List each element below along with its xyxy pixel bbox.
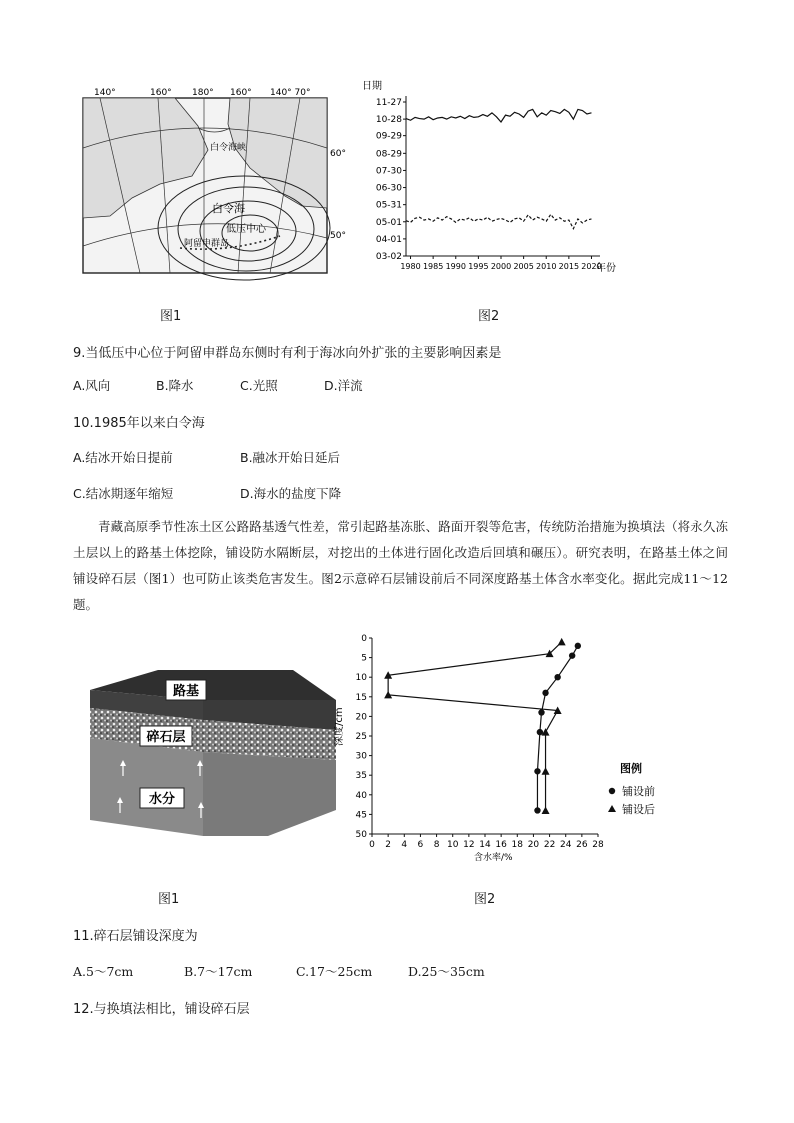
- moisture-label: 水分: [148, 792, 176, 807]
- x-tick-label: 10: [446, 840, 459, 850]
- lon-label: 160°: [230, 88, 252, 98]
- lat-label: 60°: [330, 149, 346, 159]
- y-tick-label: 50: [355, 830, 367, 840]
- option-b[interactable]: B.7～17cm: [184, 964, 253, 979]
- data-point-before: [534, 768, 540, 774]
- y-tick-label: 20: [355, 712, 367, 723]
- legend-circle-marker: [609, 788, 615, 794]
- x-tick-label: 2005: [513, 262, 534, 271]
- x-tick-label: 1980: [400, 262, 421, 271]
- data-point-before: [554, 674, 560, 680]
- x-tick-label: 2: [385, 840, 392, 850]
- x-tick-label: 2015: [558, 262, 580, 271]
- figure-caption: 图2: [474, 892, 496, 907]
- legend-label-after: 铺设后: [622, 803, 655, 816]
- strait-label: 白令海峡: [210, 143, 247, 153]
- map-svg: [80, 88, 346, 276]
- option-c[interactable]: C.光照: [240, 378, 278, 393]
- y-tick-label: 08-29: [375, 149, 402, 160]
- data-point-after: [542, 806, 550, 814]
- x-tick-label: 18: [511, 840, 524, 850]
- y-tick-label: 05-31: [375, 200, 402, 211]
- x-tick-label: 28: [592, 840, 604, 850]
- y-tick-label: 40: [355, 790, 367, 801]
- y-tick-label: 06-30: [375, 183, 402, 194]
- data-point-before: [534, 807, 540, 813]
- y-axis-title: 深度/cm: [334, 707, 345, 746]
- moisture-depth-chart: [334, 630, 674, 866]
- x-tick-label: 4: [401, 840, 408, 850]
- x-tick-label: 2020: [581, 262, 602, 271]
- y-tick-label: 09-29: [375, 131, 402, 142]
- melt-start-line: [406, 214, 591, 228]
- gravel-layer-label: 碎石层: [146, 730, 186, 745]
- option-d[interactable]: D.洋流: [324, 378, 363, 393]
- lon-label: 160°: [150, 88, 172, 98]
- data-point-before: [542, 690, 548, 696]
- date-line-chart: [360, 80, 640, 280]
- bering-sea-map: [80, 88, 346, 276]
- x-tick-label: 1990: [445, 262, 466, 271]
- x-tick-label: 24: [559, 840, 572, 850]
- option-a[interactable]: A.5～7cm: [73, 964, 134, 979]
- x-tick-label: 6: [417, 840, 424, 850]
- x-tick-label: 2010: [536, 262, 557, 271]
- option-a[interactable]: A.结冰开始日提前: [73, 450, 173, 465]
- question-12: 12.与换填法相比，铺设碎石层: [73, 1002, 250, 1017]
- x-tick-label: 14: [479, 840, 491, 850]
- x-axis-title: 含水率/%: [474, 853, 513, 863]
- question-9: 9.当低压中心位于阿留申群岛东侧时有利于海冰向外扩张的主要影响因素是: [73, 346, 502, 361]
- y-tick-label: 11-27: [375, 98, 402, 108]
- x-tick-label: 8: [433, 840, 440, 850]
- date-chart-svg: [360, 80, 640, 280]
- roadbed-layer-diagram: [88, 668, 338, 838]
- data-point-before: [569, 652, 575, 658]
- option-c[interactable]: C.17～25cm: [296, 964, 373, 979]
- x-tick-label: 1985: [422, 262, 444, 271]
- legend-title: 图例: [620, 762, 642, 775]
- data-point-before: [538, 709, 544, 715]
- data-point-before: [575, 643, 581, 649]
- question-10: 10.1985年以来白令海: [73, 416, 205, 431]
- moisture-chart-svg: [334, 630, 674, 866]
- sea-label: 白令海: [212, 202, 245, 215]
- figure-caption: 图1: [160, 309, 182, 324]
- y-tick-label: 04-01: [375, 234, 402, 245]
- data-point-before: [537, 729, 543, 735]
- y-tick-label: 10-28: [375, 115, 402, 126]
- figure-caption: 图1: [158, 892, 180, 907]
- data-point-after: [558, 638, 566, 646]
- figure-caption: 图2: [478, 309, 500, 324]
- y-tick-label: 10: [355, 673, 367, 684]
- x-tick-label: 22: [543, 840, 556, 850]
- islands-label: 阿留申群岛: [184, 239, 230, 249]
- y-tick-label: 15: [355, 692, 367, 703]
- layer-svg: [88, 668, 338, 838]
- freeze-start-line: [406, 109, 591, 122]
- option-b[interactable]: B.降水: [156, 378, 194, 393]
- x-axis-title: 年份: [596, 263, 616, 274]
- lon-label: 140°: [94, 88, 116, 98]
- x-tick-label: 12: [463, 840, 475, 850]
- y-tick-label: 05-01: [375, 217, 402, 228]
- option-d[interactable]: D.海水的盐度下降: [240, 486, 342, 501]
- x-tick-label: 26: [576, 840, 588, 850]
- lon-label: 180°: [192, 88, 214, 98]
- y-axis-title: 日期: [362, 81, 382, 92]
- passage-paragraph: 青藏高原季节性冻土区公路路基透气性差，常引起路基冻胀、路面开裂等危害，传统防治措施为换填法（将永久冻土层以上的路基土体挖除，铺设防水隔断层，对挖出的土体进行固化改造后回填和碾压）。研究表明，在路基土体之间铺设碎石层（图1）也可防止该类危害发生。图2示意碎石层铺设前后不同深度路基土体含水率变化。据此完成11～12题。: [73, 519, 728, 612]
- x-tick-label: 16: [495, 840, 507, 850]
- y-tick-label: 45: [355, 810, 367, 821]
- y-tick-label: 35: [355, 771, 367, 782]
- y-tick-label: 5: [361, 653, 367, 664]
- option-c[interactable]: C.结冰期逐年缩短: [73, 486, 174, 501]
- legend-label-before: 铺设前: [622, 785, 655, 798]
- lat-label: 50°: [330, 231, 346, 241]
- x-tick-label: 1995: [468, 262, 489, 271]
- x-tick-label: 20: [527, 840, 540, 850]
- option-a[interactable]: A.风向: [73, 378, 111, 393]
- y-tick-label: 07-30: [375, 166, 402, 177]
- series-after-line: [388, 642, 562, 811]
- y-tick-label: 25: [355, 732, 367, 742]
- y-tick-label: 03-02: [375, 252, 402, 262]
- data-point-after: [542, 767, 550, 775]
- question-11: 11.碎石层铺设深度为: [73, 929, 198, 944]
- x-tick-label: 2000: [490, 262, 512, 271]
- series-before-line: [537, 646, 577, 811]
- roadbed-label: 路基: [172, 684, 200, 699]
- low-center-label: 低压中心: [226, 224, 266, 235]
- y-tick-label: 0: [361, 634, 367, 644]
- legend-triangle-marker: [608, 805, 616, 812]
- option-b[interactable]: B.融冰开始日延后: [240, 450, 341, 465]
- reading-passage: [73, 514, 728, 618]
- lon-label: 140° 70°: [270, 88, 311, 98]
- y-tick-label: 30: [355, 751, 367, 762]
- x-tick-label: 0: [369, 840, 375, 850]
- option-d[interactable]: D.25～35cm: [408, 964, 485, 979]
